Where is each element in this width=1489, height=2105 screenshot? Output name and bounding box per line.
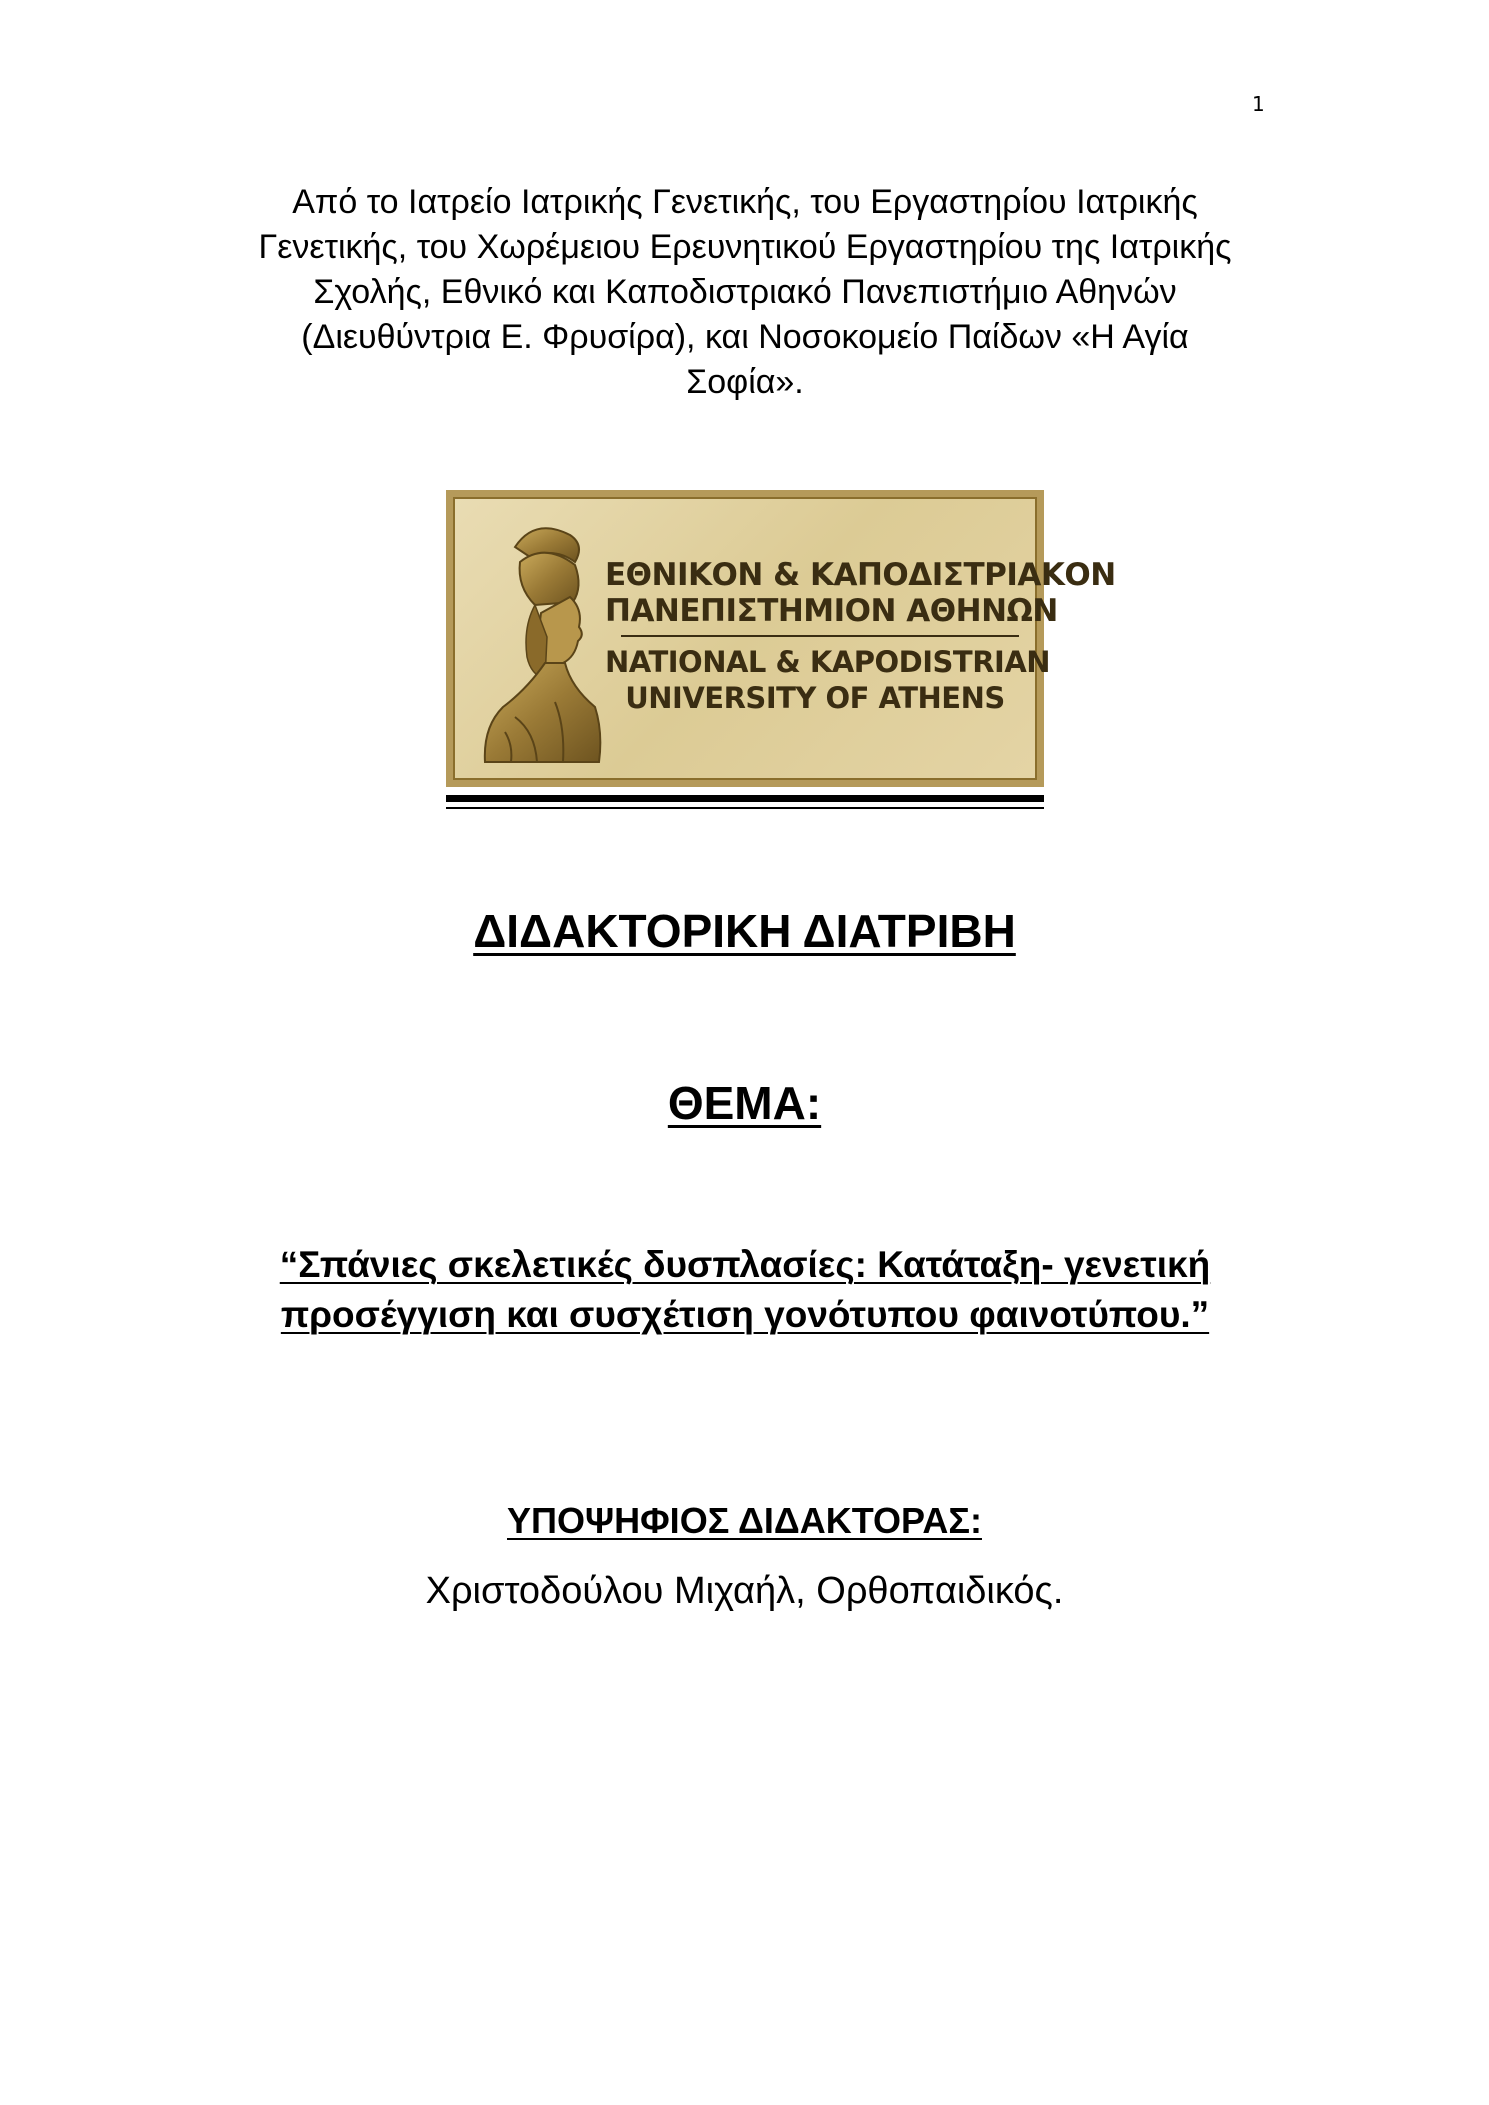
affiliation-line: (Διευθύντρια Ε. Φρυσίρα), και Νοσοκομείο Παίδων «Η Αγία <box>301 318 1189 356</box>
thesis-title-line: προσέγγιση και συσχέτιση γονότυπου φαινοτύπου.” <box>280 1294 1210 1335</box>
subject-label: ΘΕΜΑ: <box>667 1077 822 1129</box>
logo-greek-line: ΕΘΝΙΚΟΝ & ΚΑΠΟΔΙΣΤΡΙΑΚΟΝ <box>605 557 1116 593</box>
affiliation-text <box>220 180 1270 405</box>
affiliation-line: Από το Ιατρείο Ιατρικής Γενετικής, του Εργαστηρίου Ιατρικής <box>292 183 1198 221</box>
logo-greek-line: ΠΑΝΕΠΙΣΤΗΜΙΟΝ ΑΘΗΝΩΝ <box>605 593 1058 629</box>
divider-thin <box>446 807 1044 809</box>
page-number: 1 <box>1252 92 1265 116</box>
university-logo <box>446 490 1116 787</box>
logo-english-line: NATIONAL & KAPODISTRIAN <box>605 645 1051 679</box>
logo-english-line: UNIVERSITY OF ATHENS <box>625 681 1005 715</box>
document-type-heading: ΔΙΔΑΚΤΟΡΙΚΗ ΔΙΑΤΡΙΒΗ <box>473 905 1016 957</box>
divider-thick <box>446 795 1044 802</box>
candidate-label: ΥΠΟΨΗΦΙΟΣ ΔΙΔΑΚΤΟΡΑΣ: <box>507 1500 982 1541</box>
affiliation-line: Σχολής, Εθνικό και Καποδιστριακό Πανεπιστήμιο Αθηνών <box>313 273 1177 311</box>
athena-statue-icon <box>475 517 605 767</box>
affiliation-line: Σοφία». <box>686 363 804 401</box>
logo-divider <box>621 635 1019 637</box>
thesis-title-line: “Σπάνιες σκελετικές δυσπλασίες: Κατάταξη- γενετική <box>279 1244 1211 1285</box>
candidate-name: Χριστοδούλου Μιχαήλ, Ορθοπαιδικός. <box>425 1570 1064 1612</box>
affiliation-line: Γενετικής, του Χωρέμειου Ερευνητικού Εργαστηρίου της Ιατρικής <box>258 228 1232 266</box>
thesis-title <box>200 1240 1290 1340</box>
